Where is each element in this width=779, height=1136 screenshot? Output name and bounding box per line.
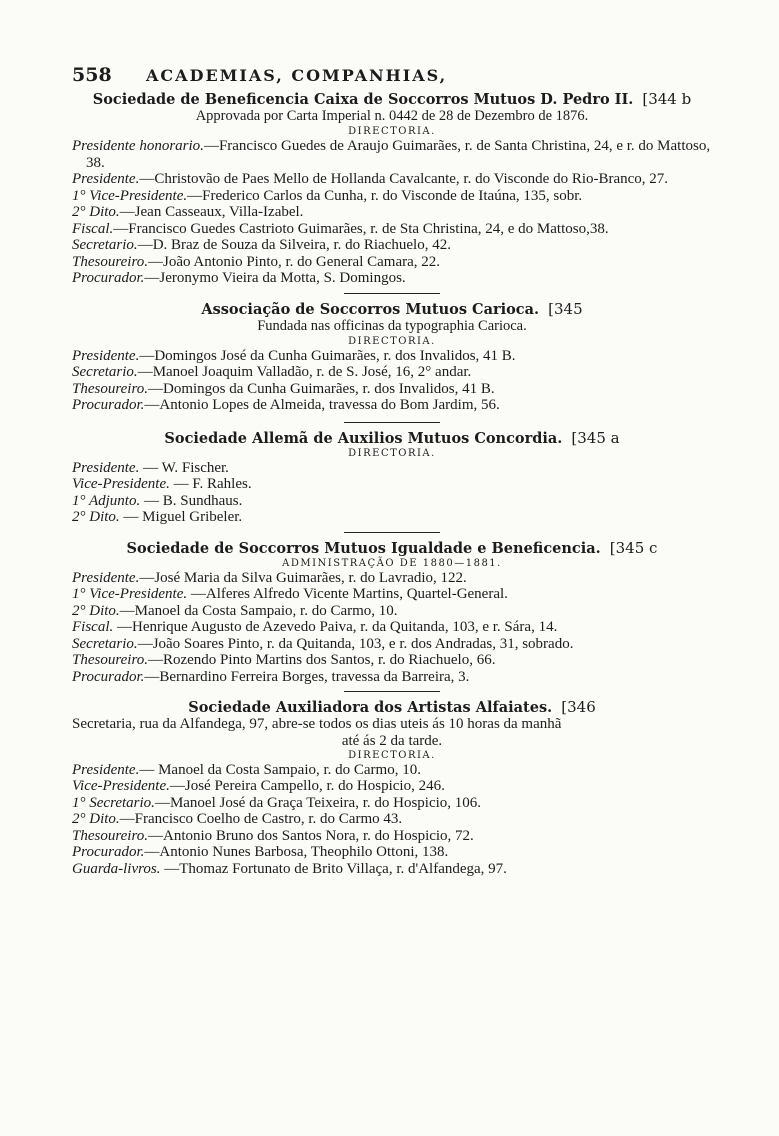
entry-text: —D. Braz de Souza da Silveira, r. do Riachuelo, 42. [137,237,451,253]
entry-text: — Manoel da Costa Sampaio, r. do Carmo, 10. [139,761,421,778]
page-number: 558 [72,64,112,86]
section-ref: [346 [561,698,596,716]
entry-role: Presidente. [72,569,140,586]
entry-text: —Antonio Lopes de Almeida, travessa do Bom Jardim, 56. [144,397,500,413]
entry-text: —Domingos José da Cunha Guimarães, r. dos Invalidos, 41 B. [139,347,516,364]
directoria-label: DIRECTORIA. [348,335,436,347]
entry-text: —Manoel José da Graça Teixeira, r. do Hospicio, 106. [154,794,482,811]
entry-role: Vice-Presidente. [72,778,170,794]
directory-entry [72,270,712,287]
section-igualdade [72,539,712,686]
entry-text: —Antonio Bruno dos Santos Nora, r. do Hospicio, 72. [147,827,474,844]
entry-role: 1° Secretario. [72,794,155,811]
entry-role: 2° Dito. [72,811,120,827]
entry-role: Fiscal. [72,619,114,635]
entry-text: —Manoel Joaquim Valladão, r. de S. José, 16, 2° andar. [137,364,472,380]
directory-entry [72,364,712,381]
entry-text: —Francisco Guedes Castrioto Guimarães, r. de Sta Christina, 24, e do Mattoso,38. [113,220,609,237]
entry-text: —Henrique Augusto de Azevedo Paiva, r. da Quitanda, 103, e r. Sára, 14. [113,619,558,635]
page-header [72,64,712,86]
entry-text: — B. Sundhaus. [140,492,243,509]
secretaria-notice: Secretaria, rua da Alfandega, 97, abre-se todos os dias uteis ás 10 horas da manhã [72,716,562,732]
entry-text: —João Antonio Pinto, r. do General Camara, 22. [147,253,441,270]
directoria-label: DIRECTORIA. [348,126,436,137]
entry-role: Presidente honorario. [72,138,204,154]
directory-entry [72,509,712,526]
directory-entry [72,844,712,861]
directory-entry [72,795,712,812]
entry-role: 1° Vice-Presidente. [72,586,188,602]
entry-text: —Rozendo Pinto Martins dos Santos, r. do Riachuelo, 66. [147,652,496,668]
section-carioca [72,300,712,414]
entry-text: —Francisco Coelho de Castro, r. do Carmo 43. [119,811,403,827]
entry-role: Procurador. [72,844,145,860]
section-ref: [345 c [609,538,658,557]
entry-role: Procurador. [72,270,145,286]
administracao-label: ADMINISTRAÇÃO DE 1880—1881. [282,557,502,569]
directory-entry [72,586,712,603]
entry-role: Guarda-livros. [72,860,161,877]
directory-entry [72,619,712,636]
directory-entry [72,204,712,221]
directory-entry [72,669,712,686]
section-title [72,300,712,318]
section-ref: [344 b [642,90,692,108]
entry-role: Secretario. [72,635,138,652]
directory-entry [72,348,712,365]
directory-entry [72,188,712,205]
entry-role: Presidente. [72,761,140,778]
entry-text: —Jean Casseaux, Villa-Izabel. [119,204,304,220]
directory-entry [72,221,712,238]
section-title [72,90,712,108]
section-subtitle: Fundada nas officinas da typographia Carioca. [257,317,527,334]
section-title-text: Sociedade Auxiliadora dos Artistas Alfaiates. [188,699,553,716]
entry-text: —Domingos da Cunha Guimarães, r. dos Invalidos, 41 B. [147,380,495,397]
section-concordia [72,429,712,526]
directory-entry [72,828,712,845]
directory-entry [72,603,712,620]
section-subtitle: Approvada por Carta Imperial n. 0442 de 28 de Dezembro de 1876. [195,108,589,124]
entry-text: —Frederico Carlos da Cunha, r. do Visconde de Itaúna, 135, sobr. [187,187,583,204]
directory-entry [72,861,712,878]
entry-text: —Manoel da Costa Sampaio, r. do Carmo, 10. [119,602,398,619]
entry-list [72,460,712,526]
section-title-text: Sociedade de Soccorros Mutuos Igualdade e Beneficencia. [126,539,601,557]
directory-entry [72,636,712,653]
entry-role: Presidente. [72,171,140,187]
entry-role: Vice-Presidente. [72,476,170,492]
entry-text: — F. Rahles. [169,476,252,492]
entry-role: Presidente. [72,459,140,476]
entry-role: 2° Dito. [72,509,120,525]
directory-entry [72,254,712,271]
entry-role: 1° Vice-Presidente. [72,187,188,204]
divider-rule [344,532,440,533]
section-title-text: Sociedade Allemã de Auxilios Mutuos Concordia. [164,429,563,447]
divider-rule [344,422,440,423]
entry-role: 1° Adjunto. [72,492,141,509]
section-title [72,539,712,557]
entry-text: —Thomaz Fortunato de Brito Villaça, r. d'Alfandega, 97. [160,860,507,877]
directory-entry [72,493,712,510]
document-page [72,64,712,877]
directory-entry [72,762,712,779]
section-title-text: Associação de Soccorros Mutuos Carioca. [201,300,540,318]
entry-text: — W. Fischer. [139,459,229,476]
directory-entry [72,811,712,828]
directory-entry [72,460,712,477]
section-ref: [345 [548,299,583,318]
divider-rule [344,691,440,692]
entry-text: —Jeronymo Vieira da Motta, S. Domingos. [144,270,406,286]
section-beneficencia-pedro-ii [72,90,712,287]
entry-list [72,138,712,287]
directoria-label: DIRECTORIA. [348,749,436,761]
entry-role: Presidente. [72,347,140,364]
entry-list [72,762,712,878]
entry-text: —José Pereira Campello, r. do Hospicio, 246. [169,778,445,794]
secretaria-hours: até ás 2 da tarde. [341,732,443,749]
entry-role: Thesoureiro. [72,827,148,844]
directory-entry [72,171,712,188]
section-title [72,698,712,716]
entry-role: Secretario. [72,364,138,380]
section-alfaiates [72,698,712,877]
entry-text: —Antonio Nunes Barbosa, Theophilo Ottoni, 138. [144,844,449,860]
running-head: ACADEMIAS, COMPANHIAS, [146,66,448,85]
directory-entry [72,570,712,587]
directory-entry [72,237,712,254]
directory-entry [72,397,712,414]
divider-rule [344,293,440,294]
directory-entry [72,138,712,171]
entry-role: 2° Dito. [72,602,120,619]
entry-role: Procurador. [72,397,145,413]
section-title [72,429,712,447]
entry-role: Thesoureiro. [72,380,148,397]
entry-role: Secretario. [72,237,138,253]
entry-text: — Miguel Gribeler. [119,509,243,525]
entry-role: Fiscal. [72,220,114,237]
section-ref: [345 a [571,428,620,447]
directory-entry [72,381,712,398]
entry-text: —João Soares Pinto, r. da Quitanda, 103, e r. dos Andradas, 31, sobrado. [137,635,574,652]
entry-text: —Francisco Guedes de Araujo Guimarães, r. de Santa Christina, 24, e r. do Mattoso, 38. [86,138,711,171]
entry-list [72,570,712,686]
entry-role: Thesoureiro. [72,652,148,668]
directory-entry [72,778,712,795]
entry-list [72,348,712,414]
directoria-label: DIRECTORIA. [348,447,436,459]
entry-role: Procurador. [72,668,145,685]
directory-entry [72,652,712,669]
section-title-text: Sociedade de Beneficencia Caixa de Soccorros Mutuos D. Pedro II. [92,91,634,108]
entry-role: Thesoureiro. [72,253,148,270]
entry-text: —Alferes Alfredo Vicente Martins, Quartel-General. [187,586,508,602]
entry-role: 2° Dito. [72,204,120,220]
entry-text: —Christovão de Paes Mello de Hollanda Cavalcante, r. do Visconde do Rio-Branco, 27. [139,171,669,187]
directory-entry [72,476,712,493]
entry-text: —José Maria da Silva Guimarães, r. do Lavradio, 122. [139,569,467,586]
entry-text: —Bernardino Ferreira Borges, travessa da Barreira, 3. [144,668,470,685]
